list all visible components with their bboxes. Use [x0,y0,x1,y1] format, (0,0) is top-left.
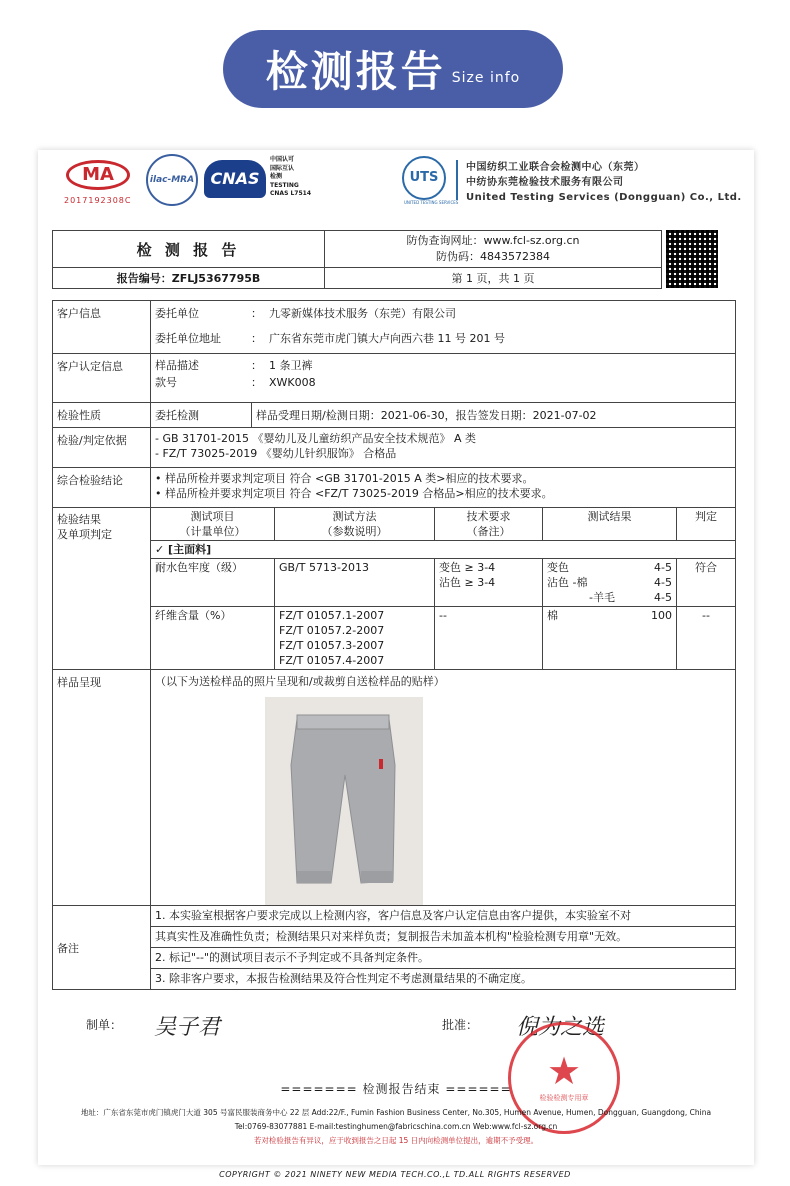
results-table [150,507,736,670]
report-title: 检 测 报 告 [53,231,325,268]
copyright: COPYRIGHT © 2021 NINETY NEW MEDIA TECH.CO.,L TD.ALL RIGHTS RESERVED [219,1170,571,1179]
footer-address: 地址：广东省东莞市虎门镇虎门大道 305 号富民服装商务中心 22 层 Add:22/F., Fumin Fashion Business Center, No.305, Humen Avenue, Humen, Dongguan, Guangdong, China [80,1108,712,1117]
judgement: 符合 [677,559,736,607]
uts-caption: UNITED TESTING SERVICES [404,200,459,205]
table-row [151,541,736,559]
client-address: 广东省东莞市虎门镇大卢向西六巷 11 号 201 号 [269,332,505,345]
section-banner [223,30,563,108]
sample-photo [265,697,423,905]
cnas-logo: CNAS [204,160,266,198]
section-label: 检验/判定依据 [53,428,151,467]
results-row: 检验结果 及单项判定 测试项目 （计量单位） 测试方法 （参数说明） 技术要求 （备注） 测试结果 判定 ✓ [主面料] 耐水色牢度（级） GB/T 5713-2013 变色 ≥ 3-4 沾色 ≥ 3-4 变色 4-5 沾色 -棉 4-5 -羊毛 4-5 符合 纤维含量（%） FZ/T 01057.1-2007 FZ/T 01057.2-2007 FZ/T 01057.3-2007 FZ/T 01057.4-2007 -- 棉 100 -- [53,508,735,670]
prepared-by-signature: 吴子君 [154,1015,221,1040]
remarks-row: 备注 1. 本实验室根据客户要求完成以上检测内容，客户信息及客户认定信息由客户提供，本实验室不对 其真实性及准确性负责；检测结果只对来样负责；复制报告未加盖本机构"检验检测专用章"无效。 2. 标记"--"的测试项目表示不予判定或不具备判定条件。 3. 除非客户要求，本报告检测结果及符合性判定不考虑测量结果的不确定度。 [53,906,735,989]
uts-logo: UTS [402,156,446,200]
lab-name: 中国纺织工业联合会检测中心（东莞） 中纺协东莞检验技术服务有限公司 United Testing Services (Dongguan) Co., Ltd. [466,162,742,203]
section-label: 客户信息 [53,301,151,353]
banner-title: 检测报告 [265,47,446,96]
report-body [52,300,736,990]
accreditation-logos [64,154,744,216]
page-indicator: 第 1 页，共 1 页 [325,268,662,289]
fabric-group: ✓ [主面料] [151,541,736,559]
standard-row: 检验/判定依据 - GB 31701-2015 《婴幼儿及儿童纺织产品安全技术规范》 A 类 - FZ/T 73025-2019 《婴幼儿针织服饰》 合格品 [53,428,735,468]
client-info-row: 客户信息 委托单位 ： 九零新媒体技术服务（东莞）有限公司 委托单位地址 ： 广东省东莞市虎门镇大卢向西六巷 11 号 201 号 [53,301,735,354]
banner-subtitle: Size info [451,70,521,86]
cma-logo: MA [66,160,130,190]
judgement: -- [677,607,736,670]
table-row: 纤维含量（%） FZ/T 01057.1-2007 FZ/T 01057.2-2007 FZ/T 01057.3-2007 FZ/T 01057.4-2007 -- 棉 100 -- [151,607,736,670]
official-seal: ★ 检验检测专用章 [508,1022,620,1134]
section-label: 客户认定信息 [53,354,151,402]
sweatpants-image [283,705,403,895]
test-dates: 样品受理日期/检测日期：2021-06-30，报告签发日期：2021-07-02 [256,409,597,422]
divider [456,160,458,200]
cnas-text: 中国认可 国际互认 检测 TESTING CNAS L7514 [270,156,312,197]
sample-photo-row [53,670,735,906]
star-icon: ★ [547,1049,582,1093]
anti-fake-info: 防伪查询网址：www.fcl-sz.org.cn 防伪码：4843572384 [325,231,662,268]
prepared-by-label: 制单： [86,1018,123,1032]
report-end-line: ======= 检测报告结束 ====== [280,1082,512,1096]
table-row: 耐水色牢度（级） GB/T 5713-2013 变色 ≥ 3-4 沾色 ≥ 3-4 变色 4-5 沾色 -棉 4-5 -羊毛 4-5 符合 [151,559,736,607]
conclusion-row: 综合检验结论 • 样品所检并要求判定项目 符合 <GB 31701-2015 A 类>相应的技术要求。 • 样品所检并要求判定项目 符合 <FZ/T 73025-2019 合格品>相应的技术要求。 [53,468,735,508]
report-footer [44,1106,748,1148]
customer-confirm-row: 客户认定信息 样品描述 ： 1 条卫裤 款号 ： XWK008 [53,354,735,403]
section-label: 检验性质 [53,403,151,427]
inspection-nature-row: 检验性质 委托检测 样品受理日期/检测日期：2021-06-30，报告签发日期：2021-07-02 [53,403,735,428]
cma-number: 2017192308C [64,196,132,205]
sample-description: 1 条卫裤 [269,359,313,372]
section-label: 备注 [53,906,151,989]
section-label: 综合检验结论 [53,468,151,507]
style-number: XWK008 [269,376,316,389]
section-label: 样品呈现 [53,670,151,905]
footer-objection: 若对检验报告有异议，应于收到报告之日起 15 日内向检测单位提出，逾期不予受理。 [253,1136,539,1145]
client-name: 九零新媒体技术服务（东莞）有限公司 [269,307,456,320]
approved-by-signature: 倪为之选 [516,1015,605,1040]
approved-by-label: 批准： [442,1018,479,1032]
report-header-table [52,230,662,289]
ilac-mra-logo: ilac-MRA [146,154,198,206]
qr-code [666,230,718,288]
sample-note: （以下为送检样品的照片呈现和/或裁剪自送检样品的贴样） [155,675,445,688]
report-number: 报告编号：ZFLJ5367795B [53,268,325,289]
test-report-document [38,150,754,1165]
footer-contact: Tel:0769-83077881 E-mail:testinghumen@fabricschina.com.cn Web:www.fcl-sz.org.cn [234,1122,558,1131]
table-header: 测试项目 （计量单位） 测试方法 （参数说明） 技术要求 （备注） 测试结果 判定 [151,508,736,541]
